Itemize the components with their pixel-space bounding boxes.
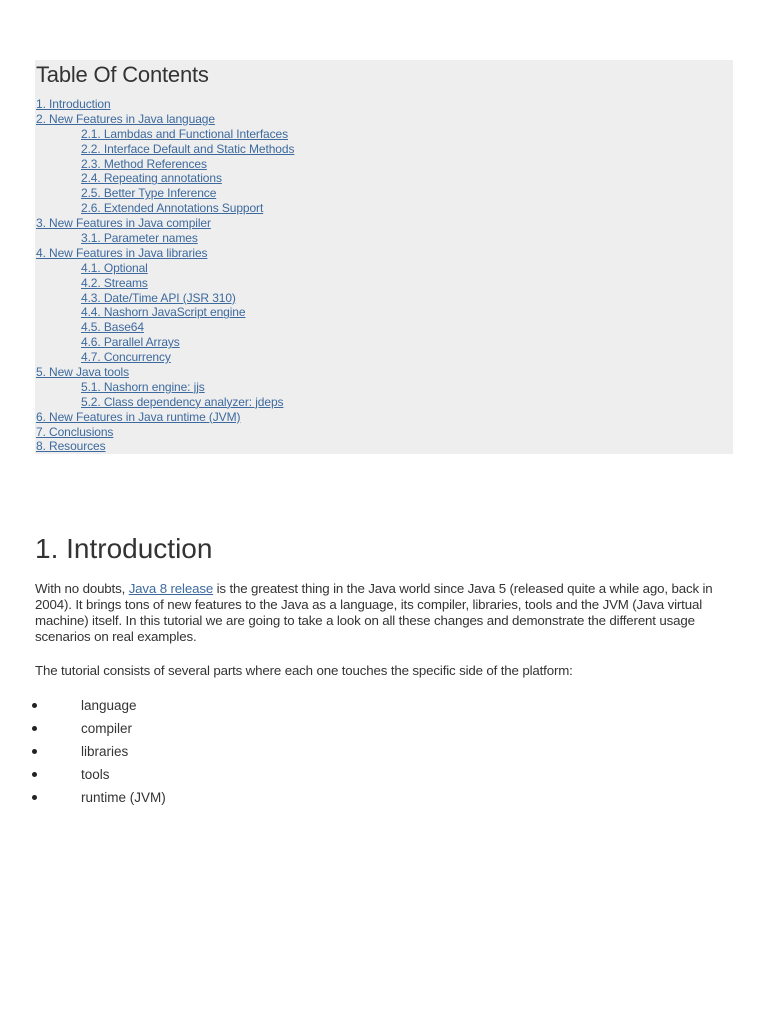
intro-paragraph <box>35 581 735 645</box>
intro-text-suffix: is the greatest thing in the Java world since Java 5 (released quite a while ago, back in 2004). It brings tons of new features to the Java as a language, its compiler, libraries, tools and the JVM (Java virtual machine) itself. In this tutorial we are going to take a look on all these changes and demonstrate the different usage scenarios on real examples. <box>35 581 713 644</box>
toc-item <box>36 246 733 261</box>
toc-link[interactable]: 2.5. Better Type Inference <box>81 186 217 201</box>
toc-title: Table Of Contents <box>36 62 209 87</box>
toc-link[interactable]: 4.1. Optional <box>81 260 148 275</box>
toc-item <box>36 365 733 380</box>
toc-link[interactable]: 2.6. Extended Annotations Support <box>81 201 264 216</box>
toc-item <box>36 216 733 231</box>
toc-item <box>36 261 733 276</box>
toc-link[interactable]: 2. New Features in Java language <box>36 111 215 126</box>
toc-link[interactable]: 4.5. Base64 <box>81 320 144 335</box>
list-item <box>0 766 166 789</box>
bullet-icon <box>32 795 37 800</box>
toc-link[interactable]: 4.7. Concurrency <box>81 350 171 365</box>
bullet-icon <box>32 772 37 777</box>
toc-item <box>36 395 733 410</box>
toc-link[interactable]: 5.2. Class dependency analyzer: jdeps <box>81 394 284 409</box>
toc-link[interactable]: 6. New Features in Java runtime (JVM) <box>36 409 241 424</box>
list-item <box>0 743 166 766</box>
toc-link[interactable]: 2.1. Lambdas and Functional Interfaces <box>81 126 288 141</box>
list-item-label: language <box>81 698 137 713</box>
list-item <box>0 789 166 812</box>
list-item-label: libraries <box>81 744 129 759</box>
toc-item <box>36 127 733 142</box>
toc-link[interactable]: 8. Resources <box>36 439 106 454</box>
toc-item <box>36 186 733 201</box>
list-item-label: compiler <box>81 721 133 736</box>
toc-item <box>36 439 733 454</box>
toc-item <box>36 157 733 172</box>
toc-list <box>36 97 733 454</box>
java-8-release-link[interactable]: Java 8 release <box>128 581 214 596</box>
toc-item <box>36 112 733 127</box>
parts-list <box>0 697 166 812</box>
toc-link[interactable]: 5. New Java tools <box>36 365 130 380</box>
toc-item <box>36 305 733 320</box>
toc-item <box>36 291 733 306</box>
toc-item <box>36 142 733 157</box>
list-item <box>0 697 166 720</box>
bullet-icon <box>32 703 37 708</box>
list-item <box>0 720 166 743</box>
parts-paragraph: The tutorial consists of several parts where each one touches the specific side of the platform: <box>35 663 573 678</box>
toc-item <box>36 380 733 395</box>
toc-item <box>36 276 733 291</box>
intro-text-prefix: With no doubts, <box>35 581 129 596</box>
toc-item <box>36 201 733 216</box>
toc-item <box>36 350 733 365</box>
table-of-contents <box>35 60 733 454</box>
toc-item <box>36 425 733 440</box>
toc-link[interactable]: 4.2. Streams <box>81 275 148 290</box>
list-item-label: tools <box>81 767 110 782</box>
toc-item <box>36 171 733 186</box>
toc-link[interactable]: 4.6. Parallel Arrays <box>81 335 180 350</box>
list-item-label: runtime (JVM) <box>81 790 166 805</box>
bullet-icon <box>32 749 37 754</box>
bullet-icon <box>32 726 37 731</box>
toc-item <box>36 335 733 350</box>
toc-link[interactable]: 2.3. Method References <box>81 156 207 171</box>
toc-link[interactable]: 4. New Features in Java libraries <box>36 245 208 260</box>
toc-item <box>36 97 733 112</box>
toc-link[interactable]: 5.1. Nashorn engine: jjs <box>81 379 205 394</box>
toc-link[interactable]: 4.4. Nashorn JavaScript engine <box>81 305 246 320</box>
section-title-introduction: 1. Introduction <box>35 533 213 564</box>
toc-link[interactable]: 7. Conclusions <box>36 424 114 439</box>
toc-item <box>36 410 733 425</box>
toc-link[interactable]: 3. New Features in Java compiler <box>36 216 211 231</box>
toc-link[interactable]: 4.3. Date/Time API (JSR 310) <box>81 290 236 305</box>
toc-link[interactable]: 2.4. Repeating annotations <box>81 171 222 186</box>
toc-link[interactable]: 1. Introduction <box>36 97 111 111</box>
toc-item <box>36 231 733 246</box>
toc-item <box>36 320 733 335</box>
toc-link[interactable]: 3.1. Parameter names <box>81 231 198 246</box>
toc-link[interactable]: 2.2. Interface Default and Static Methods <box>81 141 295 156</box>
